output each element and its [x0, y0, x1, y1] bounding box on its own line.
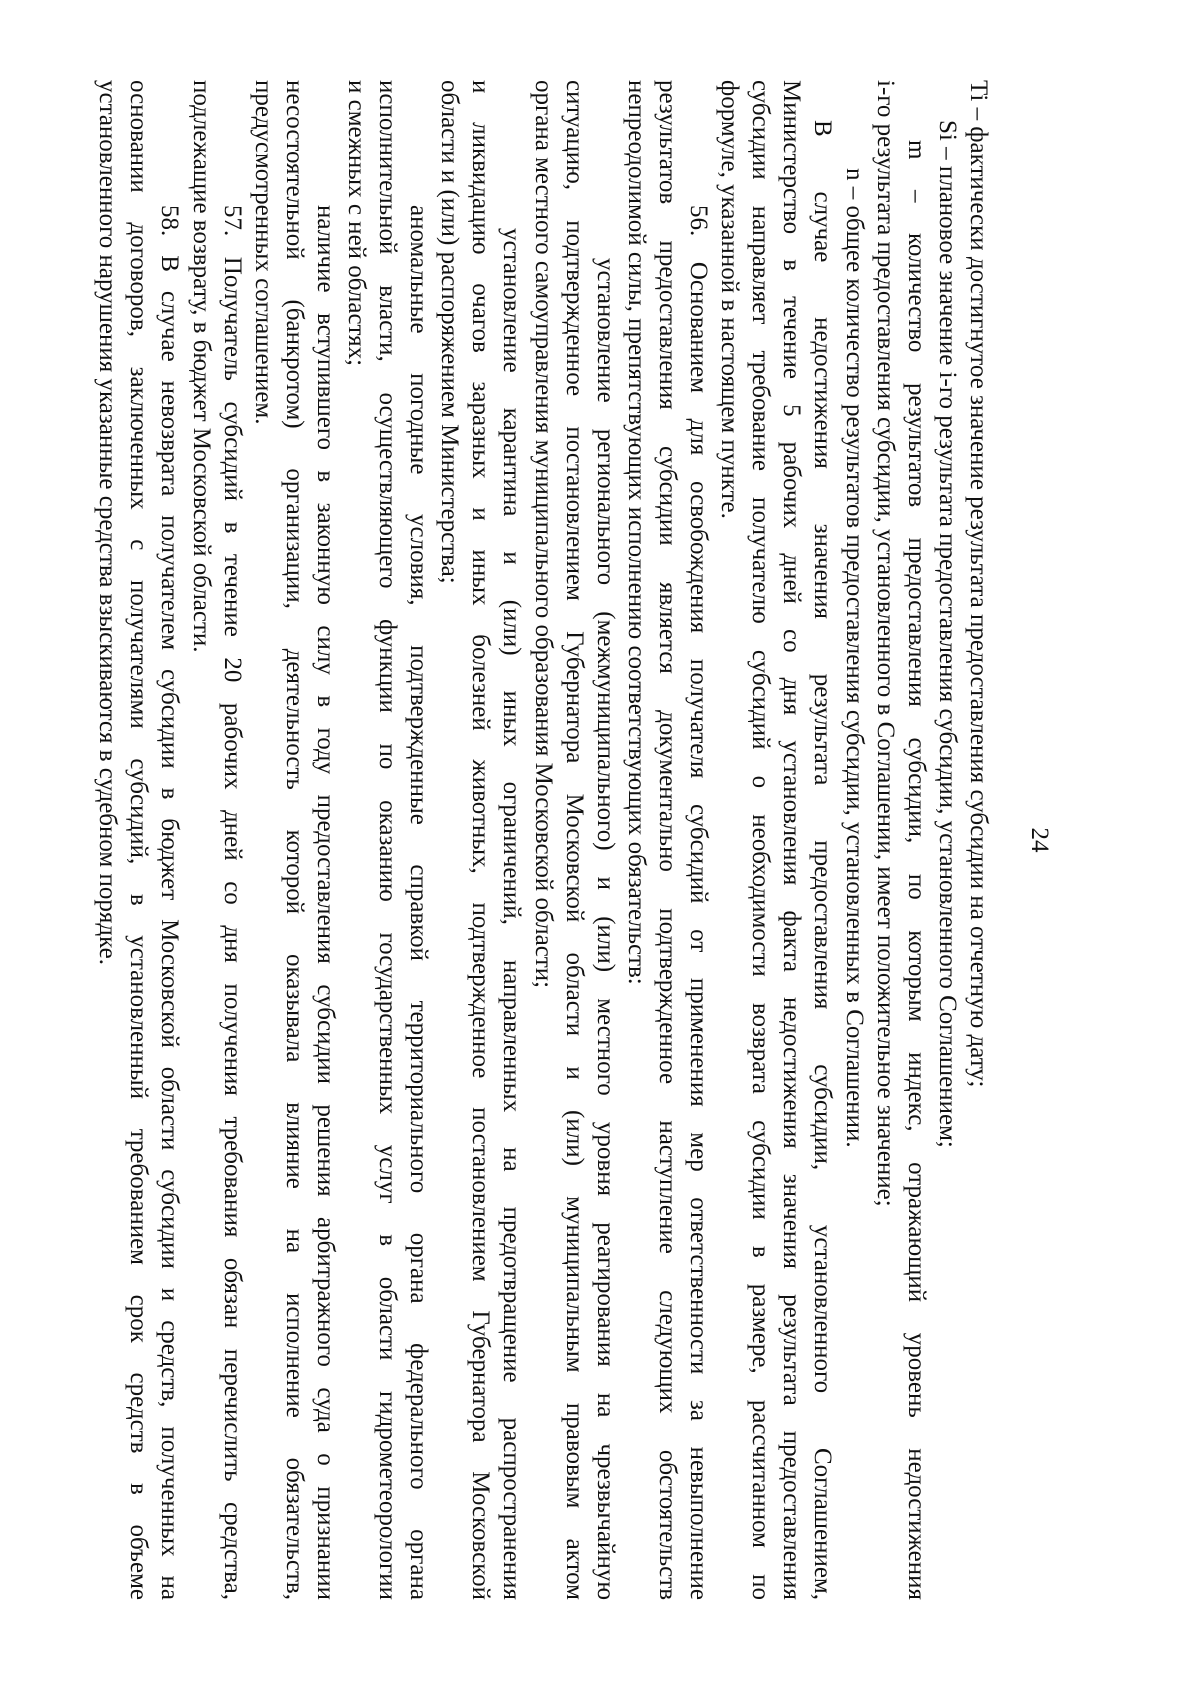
- text-line: установленного нарушения указанные средства взыскиваются в судебном порядке.: [94, 80, 122, 965]
- text-line: исполнительной власти, осуществляющего функции по оказанию государственных услуг в области гидрометеорологии: [374, 80, 402, 1600]
- text-line: субсидии направляет требование получателю субсидий о необходимости возврата субсидии в размере, рассчитанном по: [747, 80, 775, 1600]
- text-line: установление карантина и (или) иных ограничений, направленных на предотвращение распространения: [498, 228, 526, 1600]
- text-line: органа местного самоуправления муниципального образования Московской области;: [529, 80, 557, 989]
- text-line: 57. Получатель субсидий в течение 20 рабочих дней со дня получения требования обязан перечислить средства,: [218, 205, 246, 1600]
- text-line: результатов предоставления субсидии является документально подтвержденное наступление следующих обстоятельств: [653, 80, 681, 1600]
- text-line: Министерство в течение 5 рабочих дней со дня установления факта недостижения значения результата предоставления: [778, 80, 806, 1600]
- document-body: [92, 80, 994, 1600]
- text-line: n – общее количество результатов предоставления субсидии, установленных в Соглашении.: [840, 168, 868, 1148]
- text-line: i-го результата предоставления субсидии, установленного в Соглашении, имеет положительное значение;: [871, 80, 899, 1207]
- text-line: установление регионального (межмуниципального) и (или) местного уровня реагирования на чрезвычайную: [591, 258, 619, 1600]
- page-number: 24: [1026, 827, 1053, 853]
- text-line: Ti – фактически достигнутое значение результата предоставления субсидии на отчетную дату;: [964, 80, 992, 1088]
- rotated-content: [92, 80, 1055, 1600]
- text-line: основании договоров, заключенных с получателями субсидий, в установленный требованием срок средств в объеме: [125, 80, 153, 1600]
- text-line: наличие вступившего в законную силу в году предоставления субсидии решения арбитражного суда о признании: [311, 205, 339, 1600]
- text-line: области и (или) распоряжением Министерства;: [436, 80, 464, 584]
- text-line: Si – плановое значение i-го результата предоставления субсидии, установленного Соглашением;: [933, 120, 961, 1148]
- text-line: и смежных с ней областях;: [343, 80, 371, 367]
- text-line: и ликвидацию очагов заразных и иных болезней животных, подтвержденное постановлением Губернатора Московской: [467, 80, 495, 1600]
- text-line: В случае недостижения значения результата предоставления субсидии, установленного Соглашением,: [809, 120, 837, 1600]
- text-line: предусмотренных соглашением.: [249, 80, 277, 425]
- text-line: m – количество результатов предоставления субсидии, по которым индекс, отражающий уровень недостижения: [902, 140, 930, 1600]
- text-line: подлежащие возврату, в бюджет Московской области.: [187, 80, 215, 653]
- text-line: непреодолимой силы, препятствующих исполнению соответствующих обязательств:: [622, 80, 650, 985]
- text-line: 58. В случае невозврата получателем субсидии в бюджет Московской области субсидии и средств, полученных на: [156, 205, 184, 1600]
- text-line: ситуацию, подтвержденное постановлением Губернатора Московской области и (или) муниципальным правовым актом: [560, 80, 588, 1600]
- text-line: формуле, указанной в настоящем пункте.: [716, 80, 744, 519]
- text-line: аномальные погодные условия, подтвержденные справкой территориального органа федерального органа: [405, 205, 433, 1600]
- text-line: 56. Основанием для освобождения получателя субсидий от применения мер ответственности за невыполнение: [685, 205, 713, 1600]
- text-line: несостоятельной (банкротом) организации, деятельность которой оказывала влияние на исполнение обязательств,: [280, 80, 308, 1600]
